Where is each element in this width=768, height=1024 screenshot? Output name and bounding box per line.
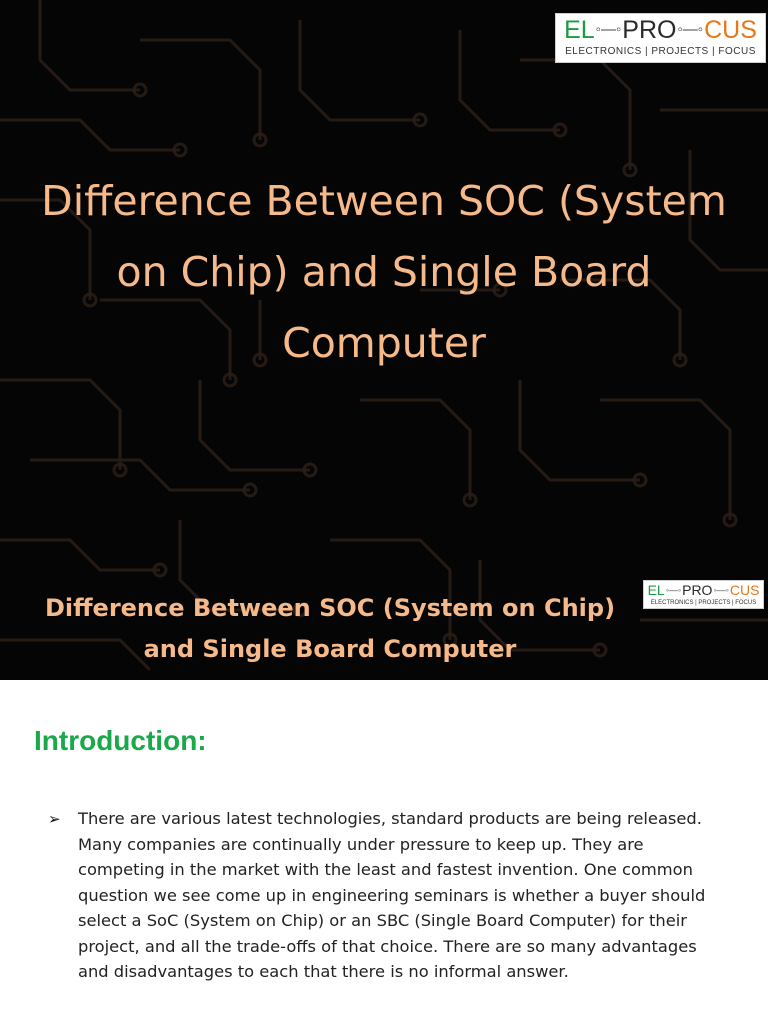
section-heading: Introduction: bbox=[34, 725, 207, 756]
elprocus-logo bbox=[555, 13, 766, 63]
slide-subtitle: Difference Between SOC (System on Chip) and Single Board Computer bbox=[44, 594, 616, 663]
arrow-bullet-icon: ➢ bbox=[48, 810, 61, 828]
logo-pro-text: PRO bbox=[682, 582, 713, 598]
logo-link-icon: ◦—◦ bbox=[713, 585, 729, 595]
logo-tagline: ELECTRONICS | PROJECTS | FOCUS bbox=[565, 46, 756, 57]
logo-el-text: EL bbox=[647, 582, 665, 598]
logo-link-icon: ◦—◦ bbox=[665, 585, 682, 595]
logo-el-text: EL bbox=[564, 16, 595, 44]
slide-title: Difference Between SOC (System on Chip) and Single Board Computer bbox=[41, 177, 727, 367]
logo-cus-text: CUS bbox=[729, 582, 760, 598]
logo-link-icon: ◦—◦ bbox=[595, 21, 622, 38]
bullet-text: There are various latest technologies, standard products are being released. Many companies are continually under pressure to keep up. They are competing in the market with the least and fastest invention. One common question we see come up in engineering seminars is whether a buyer should select a SoC (System on Chip) or an SBC (Single Board Computer) for their project, and all the trade-offs of that choice. There are so many advantages and disadvantages to each that there is no informal answer. bbox=[78, 809, 706, 981]
logo-tagline: ELECTRONICS | PROJECTS | FOCUS bbox=[650, 600, 757, 606]
logo-cus-text: CUS bbox=[704, 16, 757, 44]
list-item bbox=[48, 806, 748, 985]
logo-link-icon: ◦—◦ bbox=[677, 21, 704, 38]
elprocus-logo-small bbox=[643, 580, 764, 609]
logo-pro-text: PRO bbox=[622, 16, 677, 44]
